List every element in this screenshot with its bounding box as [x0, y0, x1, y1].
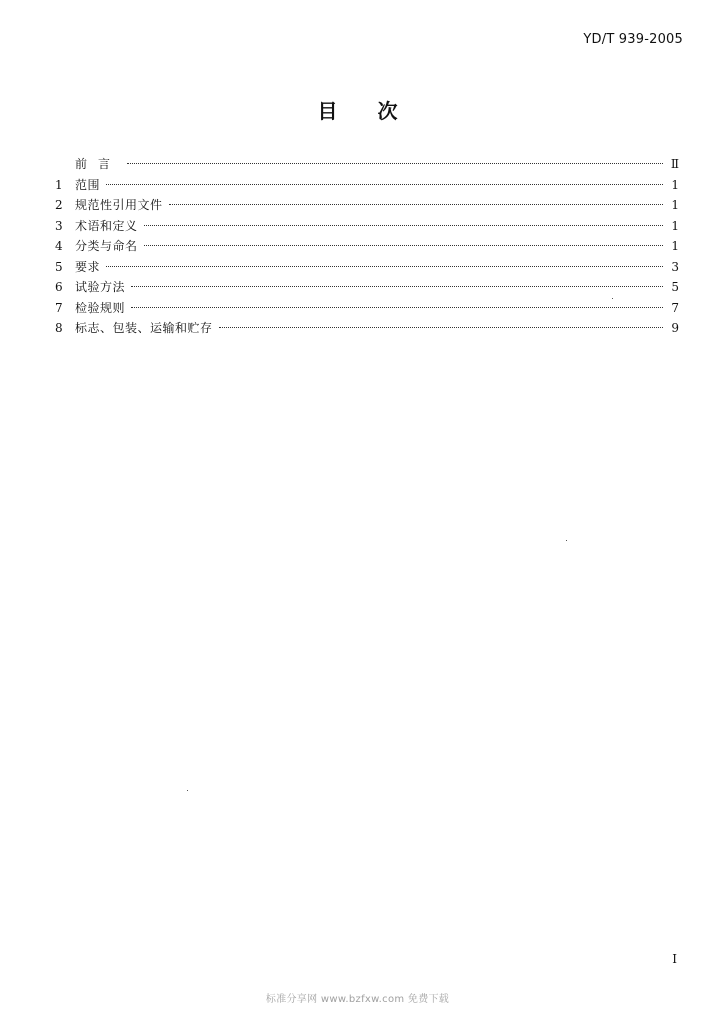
toc-entry-page: 3: [671, 259, 679, 274]
toc-entry-page: 1: [671, 177, 679, 192]
toc-entry-page: 1: [671, 218, 679, 233]
toc-leader-dots: [144, 245, 663, 246]
toc-entry-label: 标志、包装、运输和贮存: [75, 321, 213, 335]
toc-entry-foreword[interactable]: [55, 154, 679, 175]
toc-entry-label: 要求: [75, 259, 101, 274]
toc-leader-dots: [144, 225, 663, 226]
toc-leader-dots: [106, 184, 663, 185]
page-title-part2: 次: [377, 99, 398, 123]
toc-entry-label: 检验规则: [75, 300, 126, 315]
toc-entry-number: 6: [55, 280, 63, 294]
toc-leader-dots: [219, 327, 663, 328]
page-title-part1: 目: [317, 99, 338, 123]
toc-entry-page: Ⅱ: [670, 157, 679, 171]
toc-entry-label: 前言: [75, 157, 122, 171]
toc-entry-number: 1: [55, 177, 63, 192]
toc-entry-page: 7: [671, 300, 679, 315]
page-number: I: [672, 952, 677, 966]
toc-entry-page: 1: [671, 198, 679, 212]
toc-entry-label: 分类与命名: [75, 239, 138, 253]
scan-speck: [566, 540, 567, 541]
toc-entry-label: 范围: [75, 177, 101, 192]
toc-entry-number: 7: [55, 300, 63, 315]
toc-entry-number: 4: [55, 239, 63, 253]
toc-leader-dots: [169, 204, 663, 205]
toc-leader-dots: [127, 163, 663, 164]
toc-entry-normative-references[interactable]: [55, 195, 679, 216]
toc-entry-number: 3: [55, 218, 63, 233]
watermark: 标准分享网 www.bzfxw.com 免费下载: [265, 994, 450, 1005]
toc-entry-test-methods[interactable]: [55, 277, 679, 298]
toc-entry-page: 5: [671, 280, 679, 294]
toc-entry-label: 试验方法: [75, 280, 126, 294]
toc-entry-number: 2: [55, 198, 63, 212]
toc-leader-dots: [131, 307, 663, 308]
standard-code: YD/T 939-2005: [583, 32, 683, 47]
toc-entry-label: 规范性引用文件: [75, 198, 163, 212]
toc-entry-terms-definitions[interactable]: [55, 216, 679, 237]
toc-leader-dots: [131, 286, 663, 287]
toc-entry-inspection-rules[interactable]: [55, 298, 679, 319]
toc-entry-requirements[interactable]: [55, 257, 679, 278]
toc-entry-marking-packaging[interactable]: [55, 318, 679, 339]
toc-entry-scope[interactable]: [55, 175, 679, 196]
page-title: [0, 95, 715, 124]
scan-speck: [612, 298, 613, 299]
toc-entry-classification[interactable]: [55, 236, 679, 257]
toc-entry-page: 1: [671, 239, 679, 253]
toc-entry-label: 术语和定义: [75, 218, 138, 233]
toc-entry-page: 9: [671, 321, 679, 335]
scan-speck: [187, 790, 188, 791]
toc-entry-number: 8: [55, 321, 63, 335]
toc-leader-dots: [106, 266, 663, 267]
toc-entry-number: 5: [55, 259, 63, 274]
table-of-contents: [55, 154, 679, 339]
